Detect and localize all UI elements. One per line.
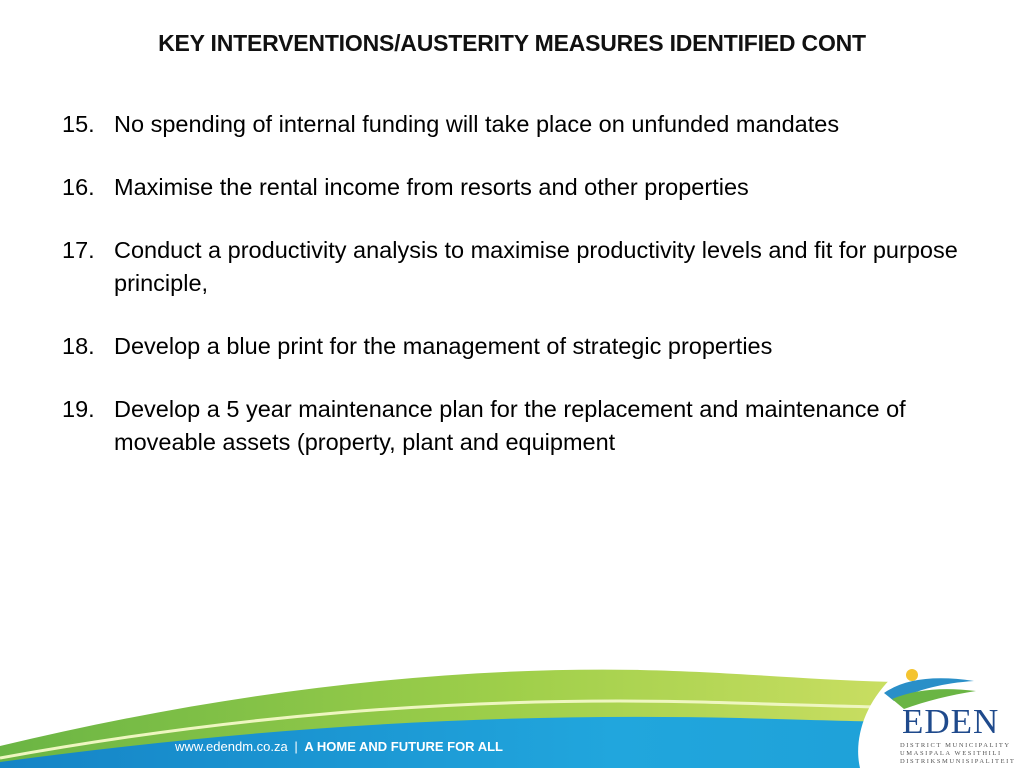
- logo-subtitle-3: DISTRIKSMUNISIPALITEIT: [900, 758, 1016, 765]
- footer-url-link[interactable]: www.edendm.co.za: [175, 739, 288, 754]
- item-text: No spending of internal funding will take place on unfunded mandates: [114, 111, 840, 137]
- logo-subtitle-1: DISTRICT MUNICIPALITY: [900, 742, 1011, 749]
- logo-subtitle-2: UMASIPALA WESITHILI: [900, 750, 1002, 757]
- list-item: [62, 330, 982, 363]
- item-text: Develop a 5 year maintenance plan for the replacement and maintenance of moveable assets (property, plant and equipment: [114, 396, 906, 455]
- logo-wordmark: EDEN: [902, 702, 1000, 741]
- list-item: [62, 108, 982, 141]
- item-number: 16.: [62, 174, 95, 200]
- item-text: Develop a blue print for the management of strategic properties: [114, 333, 773, 359]
- list-item: [62, 234, 982, 300]
- list-item: [62, 393, 982, 459]
- footer-text: [175, 739, 503, 754]
- footer-slogan: A HOME AND FUTURE FOR ALL: [304, 739, 503, 754]
- slide-title: KEY INTERVENTIONS/AUSTERITY MEASURES IDENTIFIED CONT: [158, 30, 866, 56]
- item-number: 17.: [62, 237, 95, 263]
- item-text: Conduct a productivity analysis to maximise productivity levels and fit for purpose principle,: [114, 237, 958, 296]
- item-number: 18.: [62, 333, 95, 359]
- item-number: 19.: [62, 396, 95, 422]
- list-item: [62, 171, 982, 204]
- footer-separator: |: [294, 739, 298, 754]
- bullet-list: [62, 108, 982, 489]
- item-number: 15.: [62, 111, 95, 137]
- item-text: Maximise the rental income from resorts and other properties: [114, 174, 749, 200]
